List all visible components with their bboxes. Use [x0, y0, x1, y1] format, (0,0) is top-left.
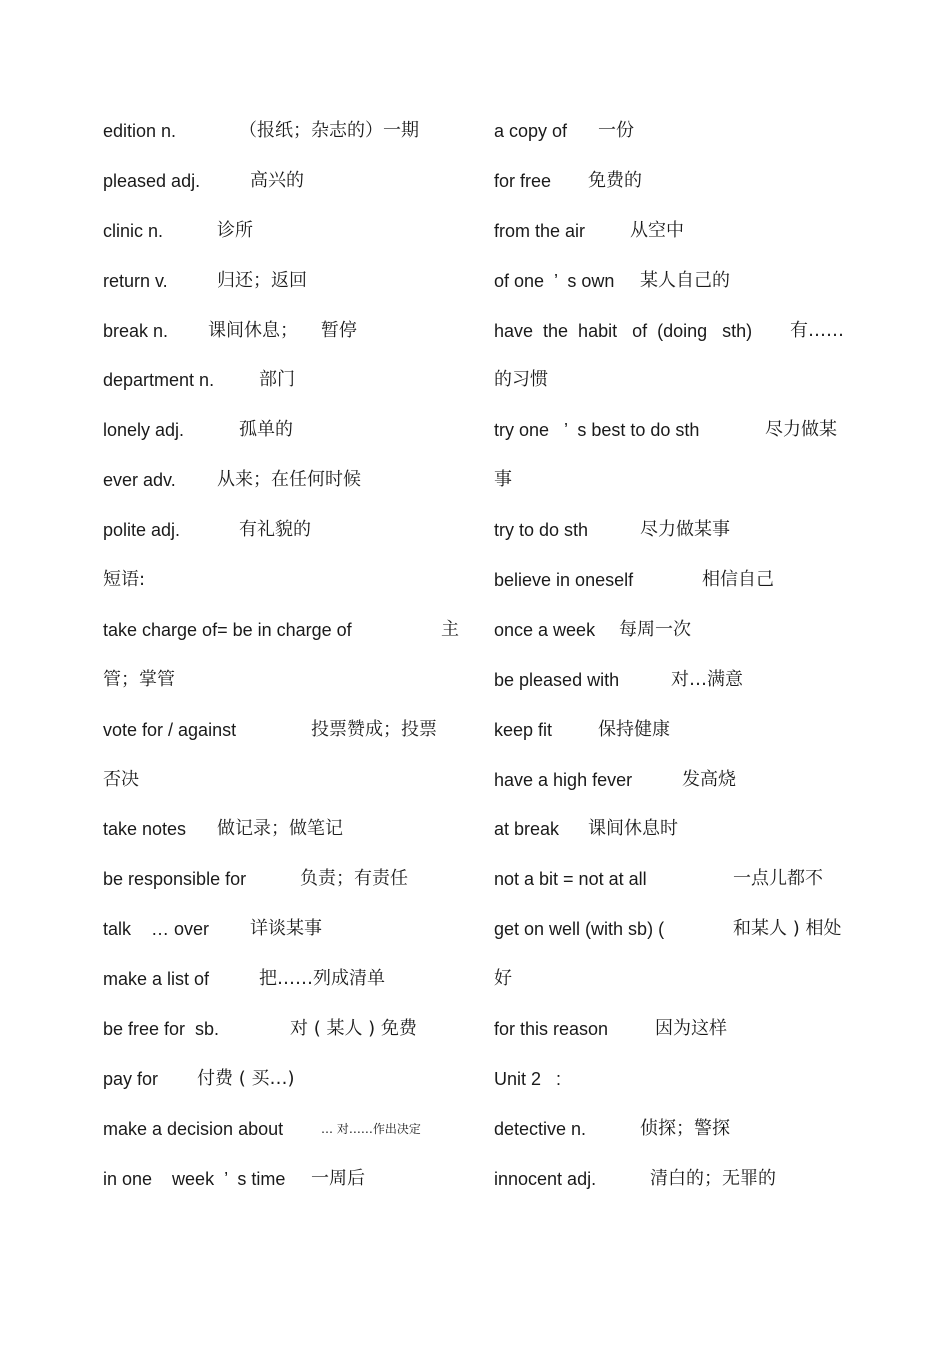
term: get on well (with sb) (	[494, 919, 665, 940]
definition: 高兴的	[250, 169, 304, 191]
vocab-line	[103, 314, 463, 364]
vocab-line	[494, 214, 854, 264]
definition: 和某人 ) 相处	[733, 918, 842, 940]
vocab-line	[103, 1062, 463, 1112]
term: not a bit = not at all	[494, 869, 647, 890]
term: break n.	[103, 320, 169, 341]
continuation-line	[103, 763, 463, 813]
vocab-line	[103, 363, 463, 413]
definition: 把……列成清单	[259, 968, 385, 990]
definition-continued: 否决	[103, 768, 139, 790]
vocab-line	[103, 1112, 463, 1162]
definition: 部门	[259, 369, 295, 391]
definition: 尽力做某	[765, 419, 837, 441]
term: detective n.	[494, 1118, 587, 1139]
vocab-line	[494, 763, 854, 813]
right-column	[494, 114, 854, 1212]
term: once a week	[494, 619, 596, 640]
vocab-line	[494, 563, 854, 613]
term: take notes	[103, 819, 187, 840]
definition: 尽力做某事	[640, 519, 730, 541]
term: a copy of	[494, 121, 568, 141]
term: lonely adj.	[103, 420, 185, 441]
section-heading	[494, 1062, 854, 1112]
definition: 详谈某事	[250, 918, 322, 940]
definition: 对 ( 某人 ) 免费	[290, 1018, 417, 1040]
vocab-line	[494, 1162, 854, 1212]
definition: 对…满意	[671, 668, 743, 690]
term: try one ’ s best to do sth	[494, 420, 700, 441]
definition: 一份	[598, 120, 634, 141]
definition: 侦探；警探	[640, 1117, 730, 1139]
definition: … 对……作出决定	[321, 1121, 421, 1136]
definition: 发高烧	[682, 768, 736, 790]
definition: 有礼貌的	[239, 519, 311, 541]
vocab-line	[103, 114, 463, 164]
definition: 每周一次	[619, 618, 691, 640]
vocab-line	[103, 264, 463, 314]
vocab-line	[103, 164, 463, 214]
term: innocent adj.	[494, 1168, 597, 1189]
vocab-line	[494, 1012, 854, 1062]
definition-continued: 事	[494, 469, 512, 491]
heading-text: 短语:	[103, 569, 146, 591]
definition: 负责；有责任	[300, 868, 408, 890]
definition-continued: 好	[494, 968, 512, 990]
term: ever adv.	[103, 470, 176, 491]
term: polite adj.	[103, 520, 181, 541]
section-heading	[103, 563, 463, 613]
term: of one ’ s own	[494, 270, 615, 291]
vocab-line	[494, 413, 854, 463]
definition: 诊所	[217, 219, 253, 241]
term: have the habit of (doing sth)	[494, 320, 753, 341]
definition: 有……	[790, 319, 844, 341]
vocab-line	[103, 214, 463, 264]
vocab-line	[494, 862, 854, 912]
vocab-line	[103, 912, 463, 962]
continuation-line	[103, 663, 463, 713]
term: make a list of	[103, 969, 210, 990]
vocab-line	[103, 1162, 463, 1212]
vocab-line	[494, 713, 854, 763]
term: vote for / against	[103, 719, 237, 740]
term: for this reason	[494, 1019, 609, 1040]
vocab-line	[103, 413, 463, 463]
vocab-line	[103, 1012, 463, 1062]
definition: 从空中	[630, 219, 684, 241]
definition: 清白的；无罪的	[650, 1167, 776, 1189]
definition: 相信自己	[702, 569, 774, 591]
vocab-line	[494, 513, 854, 563]
term: try to do sth	[494, 520, 589, 541]
vocab-line	[103, 962, 463, 1012]
term: keep fit	[494, 719, 553, 740]
definition: 课间休息时	[588, 818, 678, 840]
definition: 投票赞成；投票	[311, 718, 437, 740]
vocab-line	[494, 314, 854, 364]
heading-text: Unit 2 :	[494, 1068, 562, 1089]
term: return v.	[103, 270, 168, 291]
vocab-line	[494, 164, 854, 214]
term: believe in oneself	[494, 570, 634, 591]
vocab-line	[494, 613, 854, 663]
term: be pleased with	[494, 669, 620, 690]
vocab-line	[103, 513, 463, 563]
vocab-line	[494, 812, 854, 862]
definition: 一周后	[311, 1167, 365, 1189]
term: take charge of= be in charge of	[103, 619, 352, 640]
definition: 从来；在任何时候	[217, 469, 361, 491]
continuation-line	[494, 463, 854, 513]
term: have a high fever	[494, 769, 633, 790]
left-column	[103, 114, 463, 1212]
term: make a decision about	[103, 1118, 284, 1139]
term: department n.	[103, 370, 215, 391]
vocab-line	[494, 1112, 854, 1162]
term: pleased adj.	[103, 170, 201, 191]
term: for free	[494, 170, 552, 191]
definition: （报纸；杂志的）一期	[239, 120, 419, 141]
definition: 免费的	[588, 169, 642, 191]
definition: 保持健康	[598, 718, 670, 740]
definition: 归还；返回	[217, 269, 307, 291]
term: be free for sb.	[103, 1019, 220, 1040]
term: clinic n.	[103, 220, 164, 241]
vocab-line	[494, 663, 854, 713]
vocab-line	[103, 713, 463, 763]
term: edition n.	[103, 121, 177, 141]
definition: 主	[441, 618, 459, 640]
continuation-line	[494, 363, 854, 413]
vocab-line	[103, 613, 463, 663]
definition: 付费 ( 买…)	[197, 1067, 295, 1089]
term: be responsible for	[103, 869, 247, 890]
vocab-line	[103, 862, 463, 912]
vocab-line	[494, 264, 854, 314]
vocab-line	[494, 912, 854, 962]
definition: 孤单的	[239, 419, 293, 441]
vocab-line	[103, 463, 463, 513]
definition: 做记录；做笔记	[217, 818, 343, 840]
definition: 一点儿都不	[733, 868, 823, 890]
definition-continued: 管；掌管	[103, 668, 175, 690]
vocab-line	[494, 114, 854, 164]
term: at break	[494, 819, 560, 840]
term: in one week ’ s time	[103, 1168, 286, 1189]
term: talk … over	[103, 919, 210, 940]
continuation-line	[494, 962, 854, 1012]
definition: 课间休息； 暂停	[208, 319, 357, 341]
term: from the air	[494, 220, 586, 241]
vocab-line	[103, 812, 463, 862]
definition-continued: 的习惯	[494, 369, 548, 391]
definition: 因为这样	[655, 1018, 727, 1040]
definition: 某人自己的	[640, 269, 730, 291]
term: pay for	[103, 1068, 159, 1089]
